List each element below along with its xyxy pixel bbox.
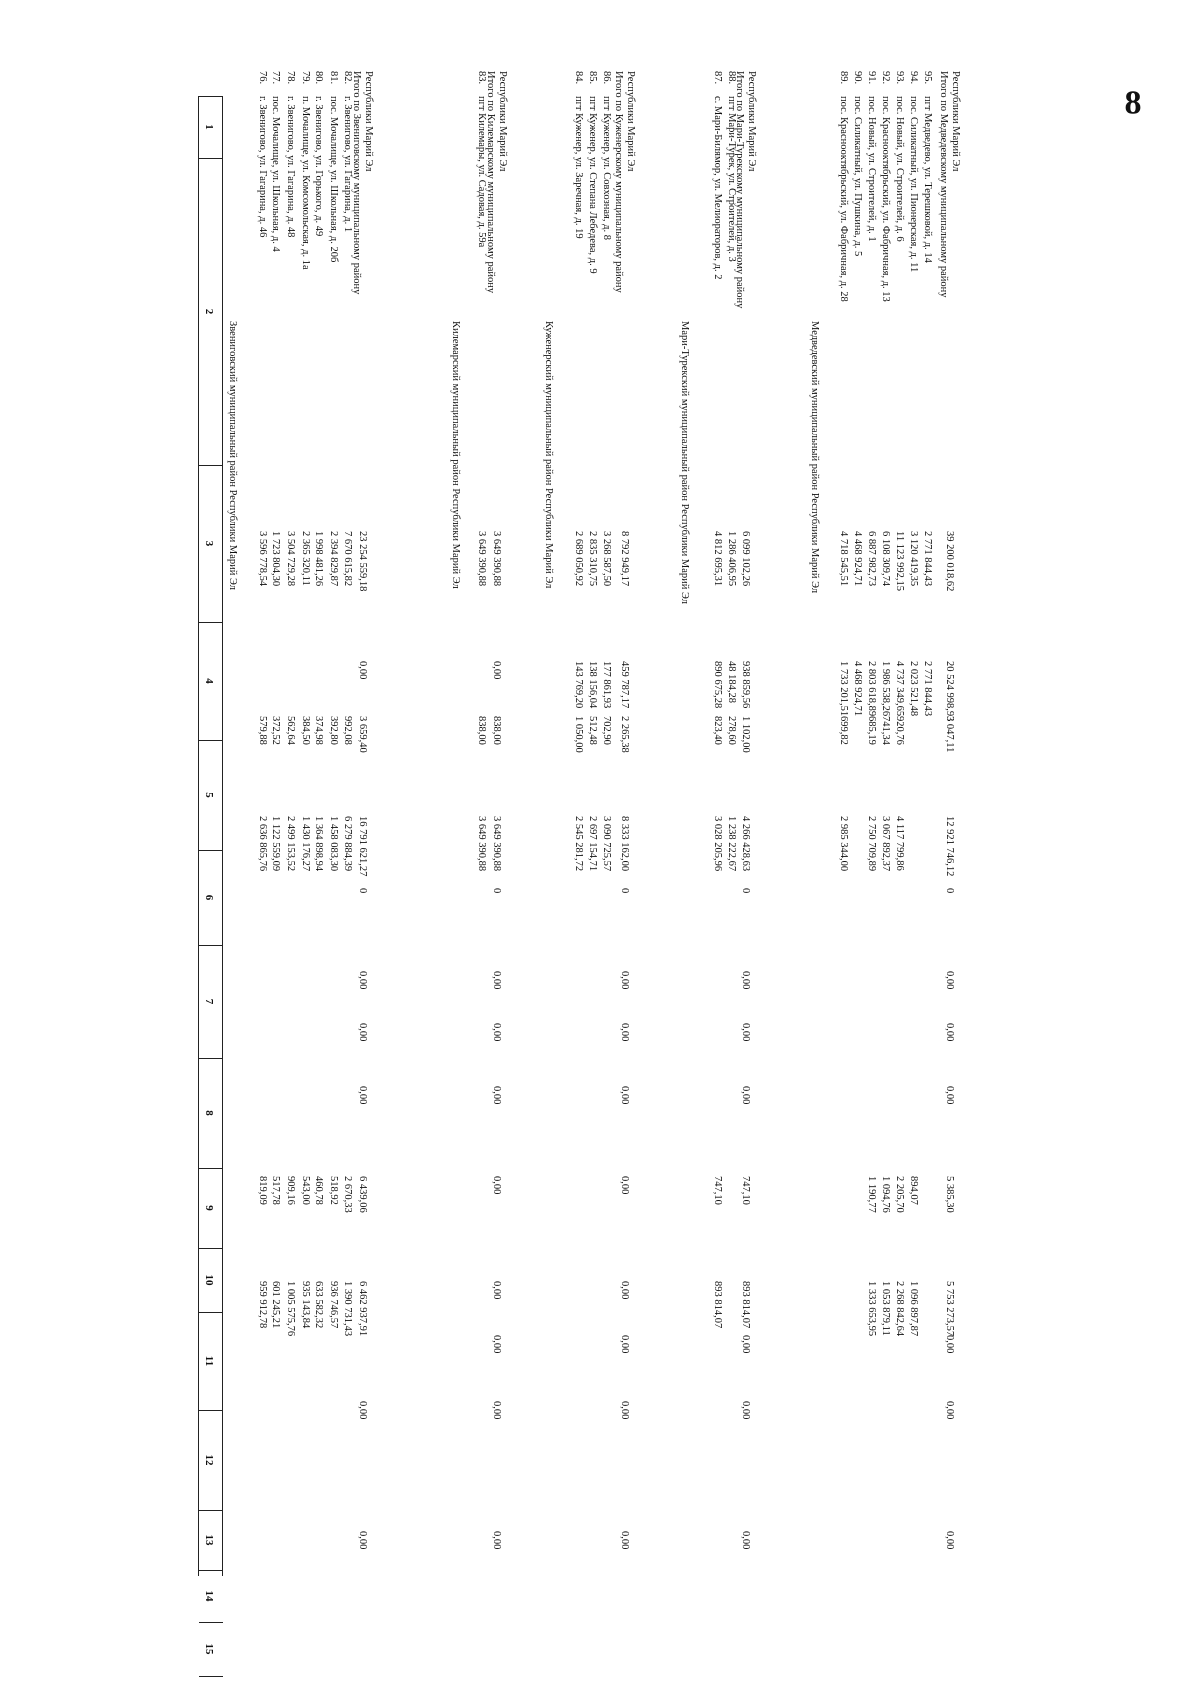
row-number: 95. xyxy=(922,71,933,85)
total-label: Итого по Килемарскому муниципальному району xyxy=(485,71,496,294)
row-address: г. Звенигово, ул. Горького, д. 49 xyxy=(313,96,324,237)
cell-c6: 2 697 154,71 xyxy=(587,816,598,872)
cell-c5: 374,98 xyxy=(313,716,324,745)
total-label-2: Республики Марий Эл xyxy=(746,71,757,172)
cell-c6: 1 238 222,67 xyxy=(726,816,737,872)
total-cell-c14: 0,00 xyxy=(491,1401,502,1420)
total-cell-c13: 0,00 xyxy=(491,1335,502,1354)
row-address: пгт Куженер, ул. Степана Лебедева, д. 9 xyxy=(587,96,598,274)
cell-c12: 1 096 897,87 xyxy=(908,1281,919,1337)
row-number: 87. xyxy=(712,71,723,85)
row-number: 84. xyxy=(573,71,584,85)
column-header-2: 2 xyxy=(203,308,215,315)
cell-c12: 1 053 879,11 xyxy=(880,1281,891,1336)
cell-c6: 2 499 153,52 xyxy=(285,816,296,872)
total-cell-c13: 0,00 xyxy=(740,1335,751,1354)
total-cell-c15: 0,00 xyxy=(944,1531,955,1550)
total-cell-c12: 0,00 xyxy=(619,1281,630,1300)
total-cell-c9: 0,00 xyxy=(357,1023,368,1042)
total-label: Итого по Звениговскому муниципальному району xyxy=(351,71,362,295)
cell-c3: 2 365 320,11 xyxy=(300,531,311,586)
row-address: пгт Куженер, ул. Совхозная, д. 8 xyxy=(601,96,612,240)
cell-c5: 685,19 xyxy=(866,716,877,745)
cell-c5: 1 050,00 xyxy=(573,716,584,753)
total-cell-c3: 23 254 559,18 xyxy=(357,531,368,592)
total-cell-c3: 8 792 949,17 xyxy=(619,531,630,587)
row-address: пос. Краснооктябрьский, ул. Фабричная, д. 13 xyxy=(880,96,891,302)
total-cell-c5: 3 659,40 xyxy=(357,716,368,753)
total-cell-c11: 747,10 xyxy=(740,1176,751,1205)
column-header-4: 4 xyxy=(203,678,215,684)
page-number: 8 xyxy=(1124,84,1142,122)
row-address: пгт Килемары, ул. Садовая, д. 59а xyxy=(476,96,487,248)
cell-c11: 543,00 xyxy=(300,1176,311,1205)
cell-c5: 512,48 xyxy=(587,716,598,745)
total-cell-c3: 6 099 102,26 xyxy=(740,531,751,587)
cell-c11: 2 670,33 xyxy=(342,1176,353,1213)
total-cell-c9: 0,00 xyxy=(944,1023,955,1042)
section-title: Килемарский муниципальный район Республики Марий Эл xyxy=(450,321,461,589)
row-number: 90. xyxy=(852,71,863,85)
total-cell-c10: 0,00 xyxy=(357,1086,368,1105)
cell-c4: 4 737 349,65 xyxy=(894,661,905,717)
total-cell-c13: 0,00 xyxy=(619,1335,630,1354)
row-number: 76. xyxy=(257,71,268,85)
cell-c11: 517,78 xyxy=(270,1176,281,1205)
row-address: пгт Медведево, ул. Терешковой, д. 14 xyxy=(922,96,933,263)
cell-c6: 1 458 083,30 xyxy=(328,816,339,872)
cell-c11: 1 094,76 xyxy=(880,1176,891,1213)
total-cell-c10: 0,00 xyxy=(619,1086,630,1105)
total-cell-c10: 0,00 xyxy=(944,1086,955,1105)
total-cell-c5: 3 047,11 xyxy=(944,716,955,753)
column-header-11: 11 xyxy=(203,1355,215,1367)
total-label: Итого по Медведевскому муниципальному району xyxy=(938,71,949,298)
cell-c6: 6 279 884,39 xyxy=(342,816,353,872)
cell-c4: 138 156,04 xyxy=(587,661,598,709)
cell-c3: 3 649 390,88 xyxy=(476,531,487,587)
row-number: 89. xyxy=(838,71,849,85)
row-address: г. Звенигово, ул. Гагарина, д. 46 xyxy=(257,96,268,238)
total-cell-c4: 0,00 xyxy=(491,661,502,680)
cell-c5: 384,50 xyxy=(300,716,311,745)
column-header-15: 15 xyxy=(203,1643,215,1655)
row-address: пос. Силикатный, ул. Пионерская, д. 11 xyxy=(908,96,919,273)
cell-c5: 372,52 xyxy=(270,716,281,745)
cell-c12: 935 143,84 xyxy=(300,1281,311,1329)
total-cell-c9: 0,00 xyxy=(740,1023,751,1042)
cell-c12: 2 268 842,64 xyxy=(894,1281,905,1337)
total-cell-c12: 0,00 xyxy=(491,1281,502,1300)
cell-c12: 936 746,57 xyxy=(328,1281,339,1329)
cell-c12: 601 245,21 xyxy=(270,1281,281,1329)
total-cell-c12: 6 462 937,91 xyxy=(357,1281,368,1337)
column-header-8: 8 xyxy=(203,1110,215,1116)
row-number: 79. xyxy=(300,71,311,85)
cell-c5: 992,08 xyxy=(342,716,353,745)
cell-c11: 819,09 xyxy=(257,1176,268,1205)
cell-c11: 2 205,70 xyxy=(894,1176,905,1213)
row-number: 83. xyxy=(476,71,487,85)
cell-c6: 1 364 898,94 xyxy=(313,816,324,872)
cell-c3: 3 596 778,54 xyxy=(257,531,268,587)
section-title: Мари-Турекский муниципальный район Республики Марий Эл xyxy=(679,321,690,605)
column-header-3: 3 xyxy=(203,540,215,547)
total-cell-c3: 3 649 390,88 xyxy=(491,531,502,587)
total-cell-c11: 6 439,06 xyxy=(357,1176,368,1213)
cell-c3: 3 120 419,35 xyxy=(908,531,919,587)
total-label: Итого по Куженерскому муниципальному району xyxy=(613,71,624,293)
row-address: пос. Новый, ул. Строителей, д. 1 xyxy=(866,96,877,242)
section-title: Медведевский муниципальный район Республики Марий Эл xyxy=(809,321,820,594)
section-title: Куженерский муниципальный район Республики Марий Эл xyxy=(543,321,554,589)
total-cell-c5: 2 265,38 xyxy=(619,716,630,753)
section-title: Звениговский муниципальный район Республики Марий Эл xyxy=(227,321,238,591)
cell-c11: 894,07 xyxy=(908,1176,919,1205)
row-address: с. Мари-Билямор, ул. Мелиораторов, д. 2 xyxy=(712,96,723,280)
total-label-2: Республики Марий Эл xyxy=(497,71,508,172)
total-cell-c4: 20 524 998,93 xyxy=(944,661,955,722)
cell-c3: 3 268 587,50 xyxy=(601,531,612,587)
cell-c5: 838,00 xyxy=(476,716,487,745)
total-cell-c6: 16 791 621,27 xyxy=(357,816,368,877)
cell-c6: 4 117 799,86 xyxy=(894,816,905,871)
row-address: пос. Мочалище, ул. Школьная, д. 4 xyxy=(270,96,281,252)
total-cell-c5: 838,00 xyxy=(491,716,502,745)
cell-c3: 1 998 481,26 xyxy=(313,531,324,587)
total-cell-c7: 0 xyxy=(619,888,630,894)
cell-c5: 562,64 xyxy=(285,716,296,745)
column-header-1: 1 xyxy=(203,124,215,130)
cell-c3: 2 689 050,92 xyxy=(573,531,584,587)
cell-c6: 2 985 344,00 xyxy=(838,816,849,872)
total-cell-c8: 0,00 xyxy=(357,971,368,990)
cell-c5: 278,60 xyxy=(726,716,737,745)
cell-c6: 3 090 725,57 xyxy=(601,816,612,872)
cell-c6: 2 636 865,76 xyxy=(257,816,268,872)
cell-c3: 2 835 310,75 xyxy=(587,531,598,587)
cell-c4: 890 675,28 xyxy=(712,661,723,709)
total-cell-c12: 5 753 273,57 xyxy=(944,1281,955,1337)
row-address: пос. Краснооктябрьский, ул. Фабричная, д. 28 xyxy=(838,96,849,302)
column-header-7: 7 xyxy=(203,998,215,1005)
cell-c4: 177 861,93 xyxy=(601,661,612,709)
total-cell-c13: 0,00 xyxy=(944,1335,955,1354)
column-header-14: 14 xyxy=(203,1590,215,1602)
cell-c5: 823,40 xyxy=(712,716,723,745)
cell-c4: 4 468 924,71 xyxy=(852,661,863,717)
row-number: 92. xyxy=(880,71,891,85)
cell-c4: 2 803 618,89 xyxy=(866,661,877,717)
cell-c4: 1 733 201,51 xyxy=(838,661,849,717)
column-header-10: 10 xyxy=(203,1274,215,1286)
cell-c3: 4 468 924,71 xyxy=(852,531,863,587)
total-cell-c14: 0,00 xyxy=(740,1401,751,1420)
row-address: г. Звенигово, ул. Гагарина, д. 1 xyxy=(342,96,353,233)
total-cell-c15: 0,00 xyxy=(619,1531,630,1550)
cell-c3: 7 670 615,82 xyxy=(342,531,353,587)
total-cell-c7: 0 xyxy=(944,888,955,894)
cell-c6: 1 122 559,09 xyxy=(270,816,281,872)
total-cell-c8: 0,00 xyxy=(619,971,630,990)
cell-c6: 1 430 176,27 xyxy=(300,816,311,872)
cell-c3: 11 123 992,15 xyxy=(894,531,905,591)
row-address: г. Звенигово, ул. Гагарина, д. 48 xyxy=(285,96,296,238)
cell-c3: 4 718 545,51 xyxy=(838,531,849,587)
column-header-12: 12 xyxy=(203,1454,215,1466)
cell-c6: 3 028 205,96 xyxy=(712,816,723,872)
total-cell-c6: 12 921 746,12 xyxy=(944,816,955,877)
cell-c12: 959 912,78 xyxy=(257,1281,268,1329)
cell-c4: 2 023 521,48 xyxy=(908,661,919,717)
total-cell-c4: 938 859,56 xyxy=(740,661,751,709)
total-cell-c7: 0 xyxy=(357,888,368,894)
total-cell-c6: 8 333 162,00 xyxy=(619,816,630,872)
cell-c12: 1 333 653,95 xyxy=(866,1281,877,1337)
cell-c4: 2 771 844,43 xyxy=(922,661,933,717)
total-cell-c10: 0,00 xyxy=(491,1086,502,1105)
total-cell-c8: 0,00 xyxy=(944,971,955,990)
cell-c12: 1 005 575,76 xyxy=(285,1281,296,1337)
cell-c4: 143 769,20 xyxy=(573,661,584,709)
row-number: 86. xyxy=(601,71,612,85)
cell-c3: 1 723 804,30 xyxy=(270,531,281,587)
total-label: Итого по Мари-Турекскому муниципальному району xyxy=(734,71,745,309)
row-number: 80. xyxy=(313,71,324,85)
cell-c3: 3 504 729,28 xyxy=(285,531,296,587)
total-cell-c4: 459 787,17 xyxy=(619,661,630,709)
cell-c3: 2 771 844,43 xyxy=(922,531,933,587)
total-cell-c6: 4 266 428,63 xyxy=(740,816,751,872)
cell-c3: 6 108 309,74 xyxy=(880,531,891,587)
cell-c5: 702,90 xyxy=(601,716,612,745)
row-number: 77. xyxy=(270,71,281,85)
total-cell-c15: 0,00 xyxy=(740,1531,751,1550)
total-cell-c4: 0,00 xyxy=(357,661,368,680)
total-cell-c7: 0 xyxy=(491,888,502,894)
row-address: пос. Мочалище, ул. Школьная, д. 20б xyxy=(328,96,339,263)
cell-c5: 392,80 xyxy=(328,716,339,745)
cell-c12: 633 582,32 xyxy=(313,1281,324,1329)
cell-c6: 2 750 709,89 xyxy=(866,816,877,872)
table-header-bottom-border xyxy=(198,96,199,1576)
column-header-9: 9 xyxy=(203,1205,215,1211)
total-cell-c9: 0,00 xyxy=(619,1023,630,1042)
total-cell-c6: 3 649 390,88 xyxy=(491,816,502,872)
total-cell-c11: 5 385,30 xyxy=(944,1176,955,1213)
cell-c4: 48 184,28 xyxy=(726,661,737,703)
row-number: 91. xyxy=(866,71,877,85)
cell-c6: 3 067 892,37 xyxy=(880,816,891,872)
total-cell-c9: 0,00 xyxy=(491,1023,502,1042)
row-number: 85. xyxy=(587,71,598,85)
table-header-top-border xyxy=(222,96,223,1576)
cell-c11: 909,16 xyxy=(285,1176,296,1205)
column-header-13: 13 xyxy=(203,1534,215,1546)
total-cell-c5: 1 102,00 xyxy=(740,716,751,753)
total-cell-c14: 0,00 xyxy=(357,1401,368,1420)
total-cell-c7: 0 xyxy=(740,888,751,894)
cell-c11: 747,10 xyxy=(712,1176,723,1205)
row-number: 93. xyxy=(894,71,905,85)
cell-c5: 699,82 xyxy=(838,716,849,745)
cell-c3: 1 286 406,95 xyxy=(726,531,737,587)
total-cell-c8: 0,00 xyxy=(740,971,751,990)
row-address: пос. Силикатный, ул. Пушкина, д. 5 xyxy=(852,96,863,257)
total-cell-c10: 0,00 xyxy=(740,1086,751,1105)
column-header-5: 5 xyxy=(203,792,215,798)
cell-c11: 518,92 xyxy=(328,1176,339,1205)
row-address: пгт Мари-Турек, ул. Строителей, д. 3 xyxy=(726,96,737,262)
row-number: 88. xyxy=(726,71,737,85)
row-number: 82. xyxy=(342,71,353,85)
total-label-2: Республики Марий Эл xyxy=(625,71,636,172)
total-cell-c14: 0,00 xyxy=(944,1401,955,1420)
cell-c6: 3 649 390,88 xyxy=(476,816,487,872)
cell-c12: 1 390 731,43 xyxy=(342,1281,353,1337)
cell-c12: 893 814,07 xyxy=(712,1281,723,1329)
cell-c6: 2 545 281,72 xyxy=(573,816,584,872)
total-cell-c11: 0,00 xyxy=(491,1176,502,1195)
cell-c11: 1 190,77 xyxy=(866,1176,877,1213)
total-cell-c11: 0,00 xyxy=(619,1176,630,1195)
column-header-6: 6 xyxy=(203,894,215,901)
total-cell-c15: 0,00 xyxy=(357,1531,368,1550)
cell-c3: 4 812 695,31 xyxy=(712,531,723,587)
total-cell-c3: 39 200 018,62 xyxy=(944,531,955,592)
row-number: 81. xyxy=(328,71,339,85)
cell-c3: 6 887 982,73 xyxy=(866,531,877,587)
row-number: 94. xyxy=(908,71,919,85)
total-label-2: Республики Марий Эл xyxy=(363,71,374,172)
total-label-2: Республики Марий Эл xyxy=(950,71,961,172)
row-address: пос. Новый, ул. Строителей, д. 6 xyxy=(894,96,905,242)
row-address: пгт Куженер, ул. Заречная, д. 19 xyxy=(573,96,584,239)
row-address: п. Мочалище, ул. Комсомольская, д. 1а xyxy=(300,96,311,270)
cell-c5: 920,76 xyxy=(894,716,905,745)
cell-c11: 460,78 xyxy=(313,1176,324,1205)
row-number: 78. xyxy=(285,71,296,85)
total-cell-c8: 0,00 xyxy=(491,971,502,990)
cell-c5: 579,88 xyxy=(257,716,268,745)
total-cell-c14: 0,00 xyxy=(619,1401,630,1420)
cell-c5: 741,34 xyxy=(880,716,891,745)
cell-c4: 1 986 538,26 xyxy=(880,661,891,717)
cell-c3: 2 394 829,87 xyxy=(328,531,339,587)
total-cell-c12: 893 814,07 xyxy=(740,1281,751,1329)
total-cell-c15: 0,00 xyxy=(491,1531,502,1550)
column-divider xyxy=(199,1676,223,1677)
